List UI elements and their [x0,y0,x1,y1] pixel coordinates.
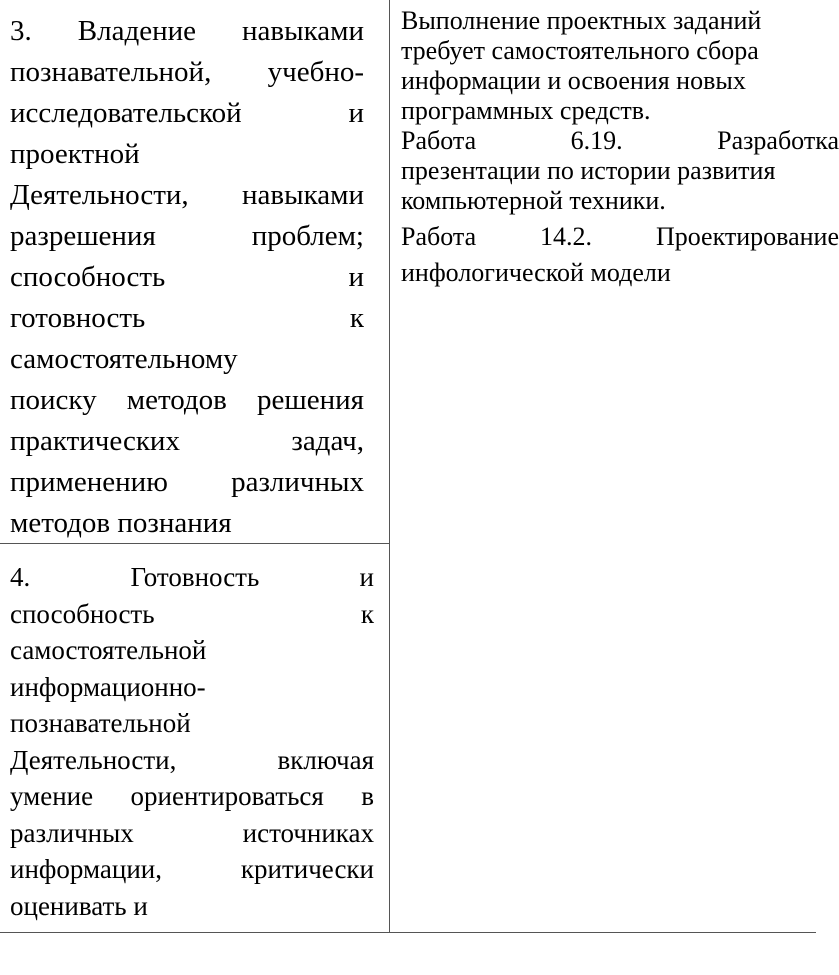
text-line: презентации по истории развития [401,156,776,185]
cell-assignments [401,6,839,288]
text-line: исследовательской и [10,97,364,129]
text-line: требует самостоятельного сбора [401,36,759,65]
text-line: поиску методов решения [10,384,364,416]
text-line: информации и освоения новых [401,66,746,95]
text-line: Деятельности, включая [10,744,374,775]
text-line: Работа 6.19. Разработка [401,126,839,155]
text-line: компьютерной техники. [401,186,666,215]
text-line: практических задач, [10,425,364,457]
cell-competency-4 [10,559,374,924]
text-line: способность и [10,261,364,293]
column-divider [389,0,390,932]
text-line: оценивать и [10,890,148,921]
text-line: познавательной [10,708,191,738]
text-line: 4. Готовность и [10,562,374,592]
text-line: умение ориентироваться в [10,781,374,811]
text-line: разрешения проблем; [10,220,364,252]
text-line: программных средств. [401,96,651,125]
text-line: информации, критически [10,854,374,884]
text-line: различных источниках [10,817,374,848]
cell-competency-3 [10,11,364,544]
text-line: проектной [10,138,140,170]
text-line: методов познания [10,507,232,539]
text-line: Выполнение проектных заданий [401,6,762,35]
text-line: самостоятельному [10,343,238,375]
text-line: готовность к [10,302,364,334]
text-line: Деятельности, навыками [10,179,364,211]
text-line: применению различных [10,466,364,498]
text-line: информационно- [10,671,206,702]
text-line: самостоятельной [10,635,207,665]
text-line: 3. Владение навыками [10,15,364,47]
text-line: Работа 14.2. Проектирование [401,222,839,251]
text-line: инфологической модели [401,258,671,287]
table-bottom-border [0,932,816,933]
text-line: познавательной, учебно- [10,56,364,88]
text-line: способность к [10,598,374,629]
